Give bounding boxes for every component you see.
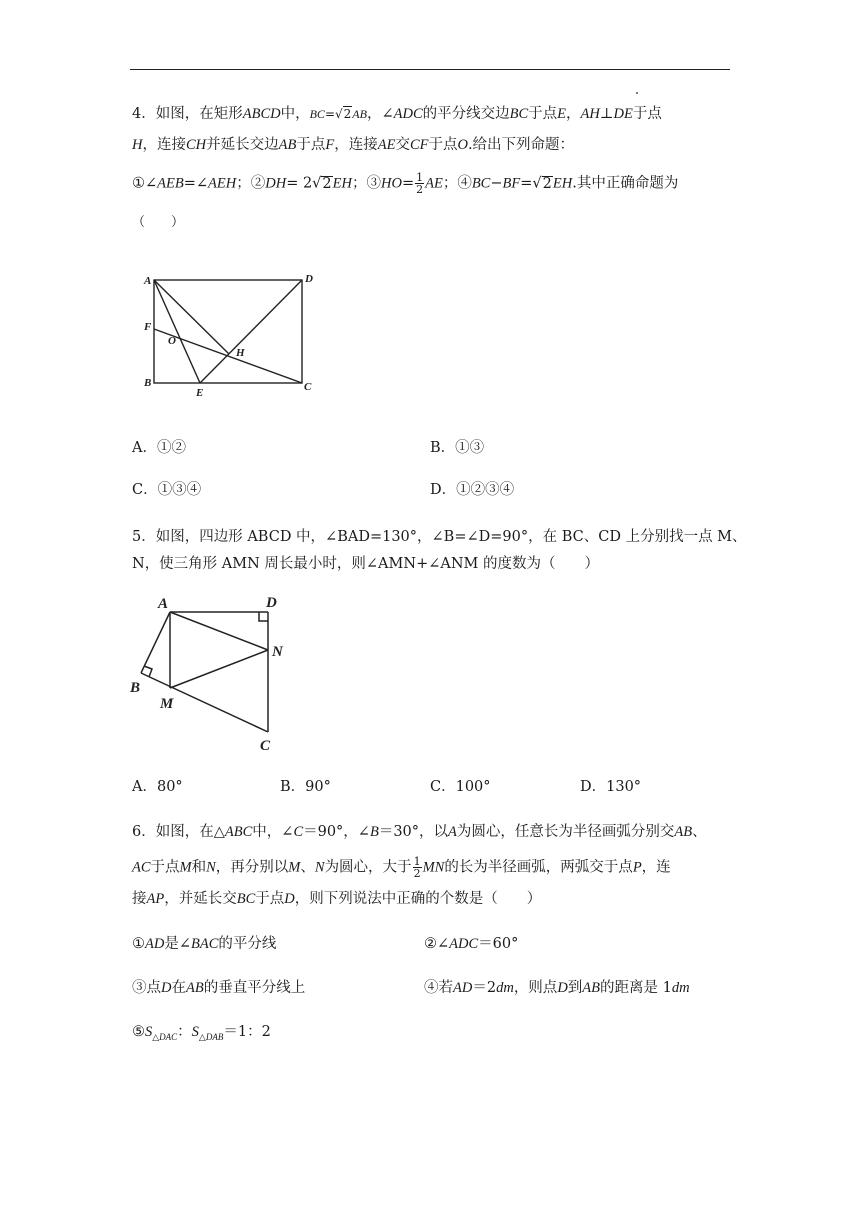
q6-statement-2: ②∠ADC＝60° — [424, 936, 519, 952]
q5-figure — [128, 590, 293, 760]
q4-answer-paren: （ ） — [132, 215, 185, 230]
q4-label-H: H — [236, 347, 245, 359]
q4-rectangle — [154, 280, 302, 383]
q4-option-a[interactable]: A．①② — [132, 440, 186, 456]
q4-figure — [140, 270, 320, 400]
stray-dot — [636, 92, 638, 94]
q4-label-O: O — [168, 335, 176, 347]
q6-line-2: AC于点M和N，再分别以M、N为圆心，大于 $\frac{1}{2}$ MN的长为半径画弧，两弧交于点P，连 — [132, 855, 671, 880]
q6-statement-3: ③点D在AB的垂直平分线上 — [132, 980, 306, 996]
q5-label-N: N — [272, 644, 283, 660]
q4-label-A: A — [144, 275, 152, 287]
q4-line-3: ①∠AEB=∠AEH；②DH= 2√2EH；③HO= $\frac{1}{2}$ AE；④BC−BF=√2EH.其中正确命题为 — [132, 171, 679, 196]
q6-line-1: 6．如图，在△ABC中，∠C＝90°，∠B＝30°，以A为圆心，任意长为半径画弧分别交AB、 — [132, 824, 707, 840]
q4-label-B: B — [144, 377, 152, 389]
q5-option-d[interactable]: D．130° — [580, 779, 642, 795]
q5-line-1: 5．如图，四边形 ABCD 中，∠BAD=130°，∠B=∠D=90°，在 BC、CD 上分别找一点 M、 — [132, 529, 747, 545]
q4-line-2: H，连接CH并延长交边AB于点F，连接AE交CF于点O.给出下列命题： — [132, 137, 575, 153]
q4-label-C: C — [304, 381, 312, 393]
q6-statement-5: $⑤S_{\triangle DAC}$：$S_{\triangle DAB}=1$：2 — [132, 1024, 271, 1042]
q4-option-d[interactable]: D．①②③④ — [430, 482, 515, 498]
q5-label-B: B — [130, 680, 141, 696]
q4-segment-DE — [200, 280, 302, 383]
q5-option-b[interactable]: B．90° — [280, 779, 331, 795]
q6-statement-1: ①AD是∠BAC的平分线 — [132, 936, 277, 952]
q5-label-A: A — [158, 596, 169, 612]
header-rule — [130, 69, 730, 70]
q4-label-F: F — [144, 321, 152, 333]
q4-label-D: D — [305, 273, 313, 285]
q6-line-3: 接AP，并延长交BC于点D，则下列说法中正确的个数是（ ） — [132, 891, 542, 907]
q5-option-a[interactable]: A．80° — [132, 779, 183, 795]
q5-option-c[interactable]: C．100° — [430, 779, 491, 795]
q4-segment-CF — [154, 329, 302, 383]
q5-label-D: D — [266, 595, 277, 611]
q5-line-2: N，使三角形 AMN 周长最小时，则∠AMN+∠ANM 的度数为（ ） — [132, 556, 599, 572]
q4-option-b[interactable]: B．①③ — [430, 440, 485, 456]
q6-statement-4: ④若AD＝2dm，则点D到AB的距离是 1dm — [424, 980, 690, 996]
q5-label-C: C — [260, 738, 271, 754]
q5-label-M: M — [160, 696, 174, 712]
q4-label-E: E — [196, 387, 204, 399]
q4-line-1: 4．如图，在矩形ABCD中，BC=√2AB，∠ADC的平分线交边BC于点E，AH⊥DE于点 — [132, 106, 662, 122]
q4-option-c[interactable]: C．①③④ — [132, 482, 202, 498]
